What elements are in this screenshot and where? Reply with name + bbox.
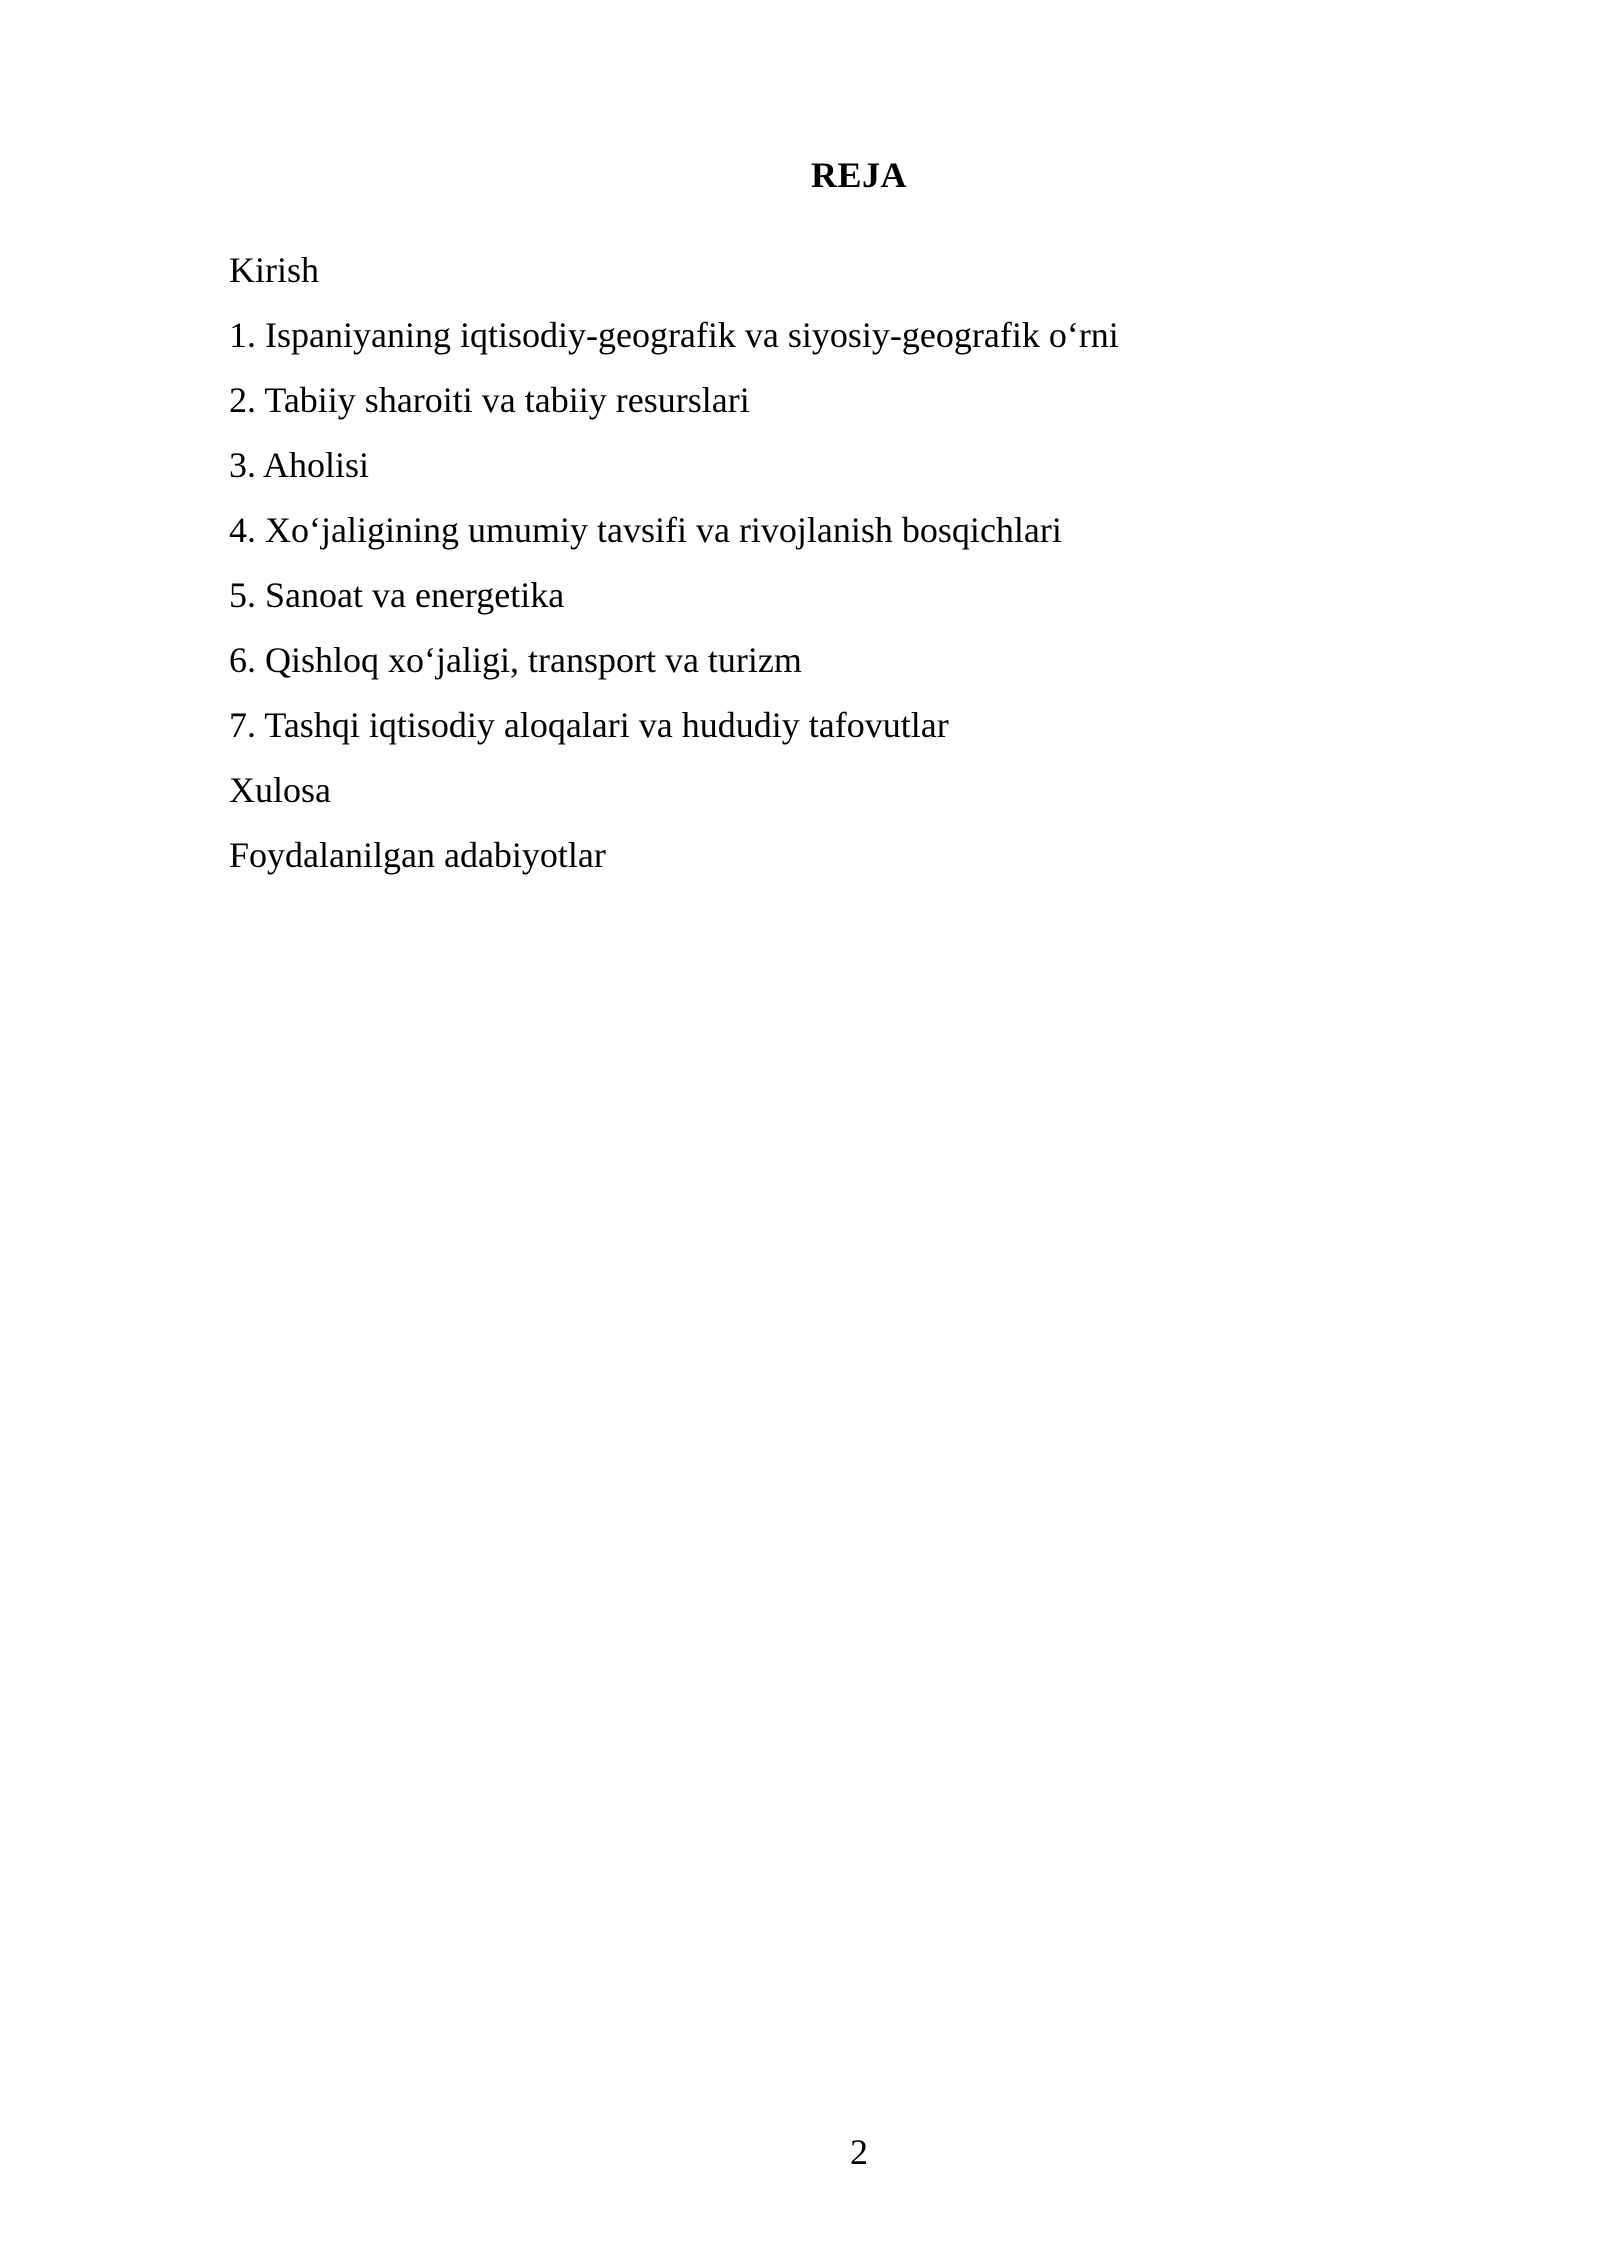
toc-item-7: 7. Tashqi iqtisodiy aloqalari va hududiy tafovutlar bbox=[229, 705, 949, 745]
toc-item-references: Foydalanilgan adabiyotlar bbox=[229, 835, 606, 875]
page-number: 2 bbox=[850, 2132, 868, 2172]
toc-item-conclusion: Xulosa bbox=[229, 770, 331, 810]
toc-item-6: 6. Qishloq xo‘jaligi, transport va turizm bbox=[229, 640, 802, 680]
toc-item-2: 2. Tabiiy sharoiti va tabiiy resurslari bbox=[229, 380, 750, 420]
table-of-contents bbox=[229, 238, 1119, 888]
toc-item-introduction: Kirish bbox=[229, 250, 319, 290]
toc-item-3: 3. Aholisi bbox=[229, 445, 370, 485]
toc-item-4: 4. Xo‘jaligining umumiy tavsifi va rivojlanish bosqichlari bbox=[229, 510, 1062, 550]
plan-title: REJA bbox=[810, 155, 907, 195]
toc-item-1: 1. Ispaniyaning iqtisodiy-geografik va siyosiy-geografik o‘rni bbox=[229, 315, 1119, 355]
toc-item-5: 5. Sanoat va energetika bbox=[229, 575, 565, 615]
